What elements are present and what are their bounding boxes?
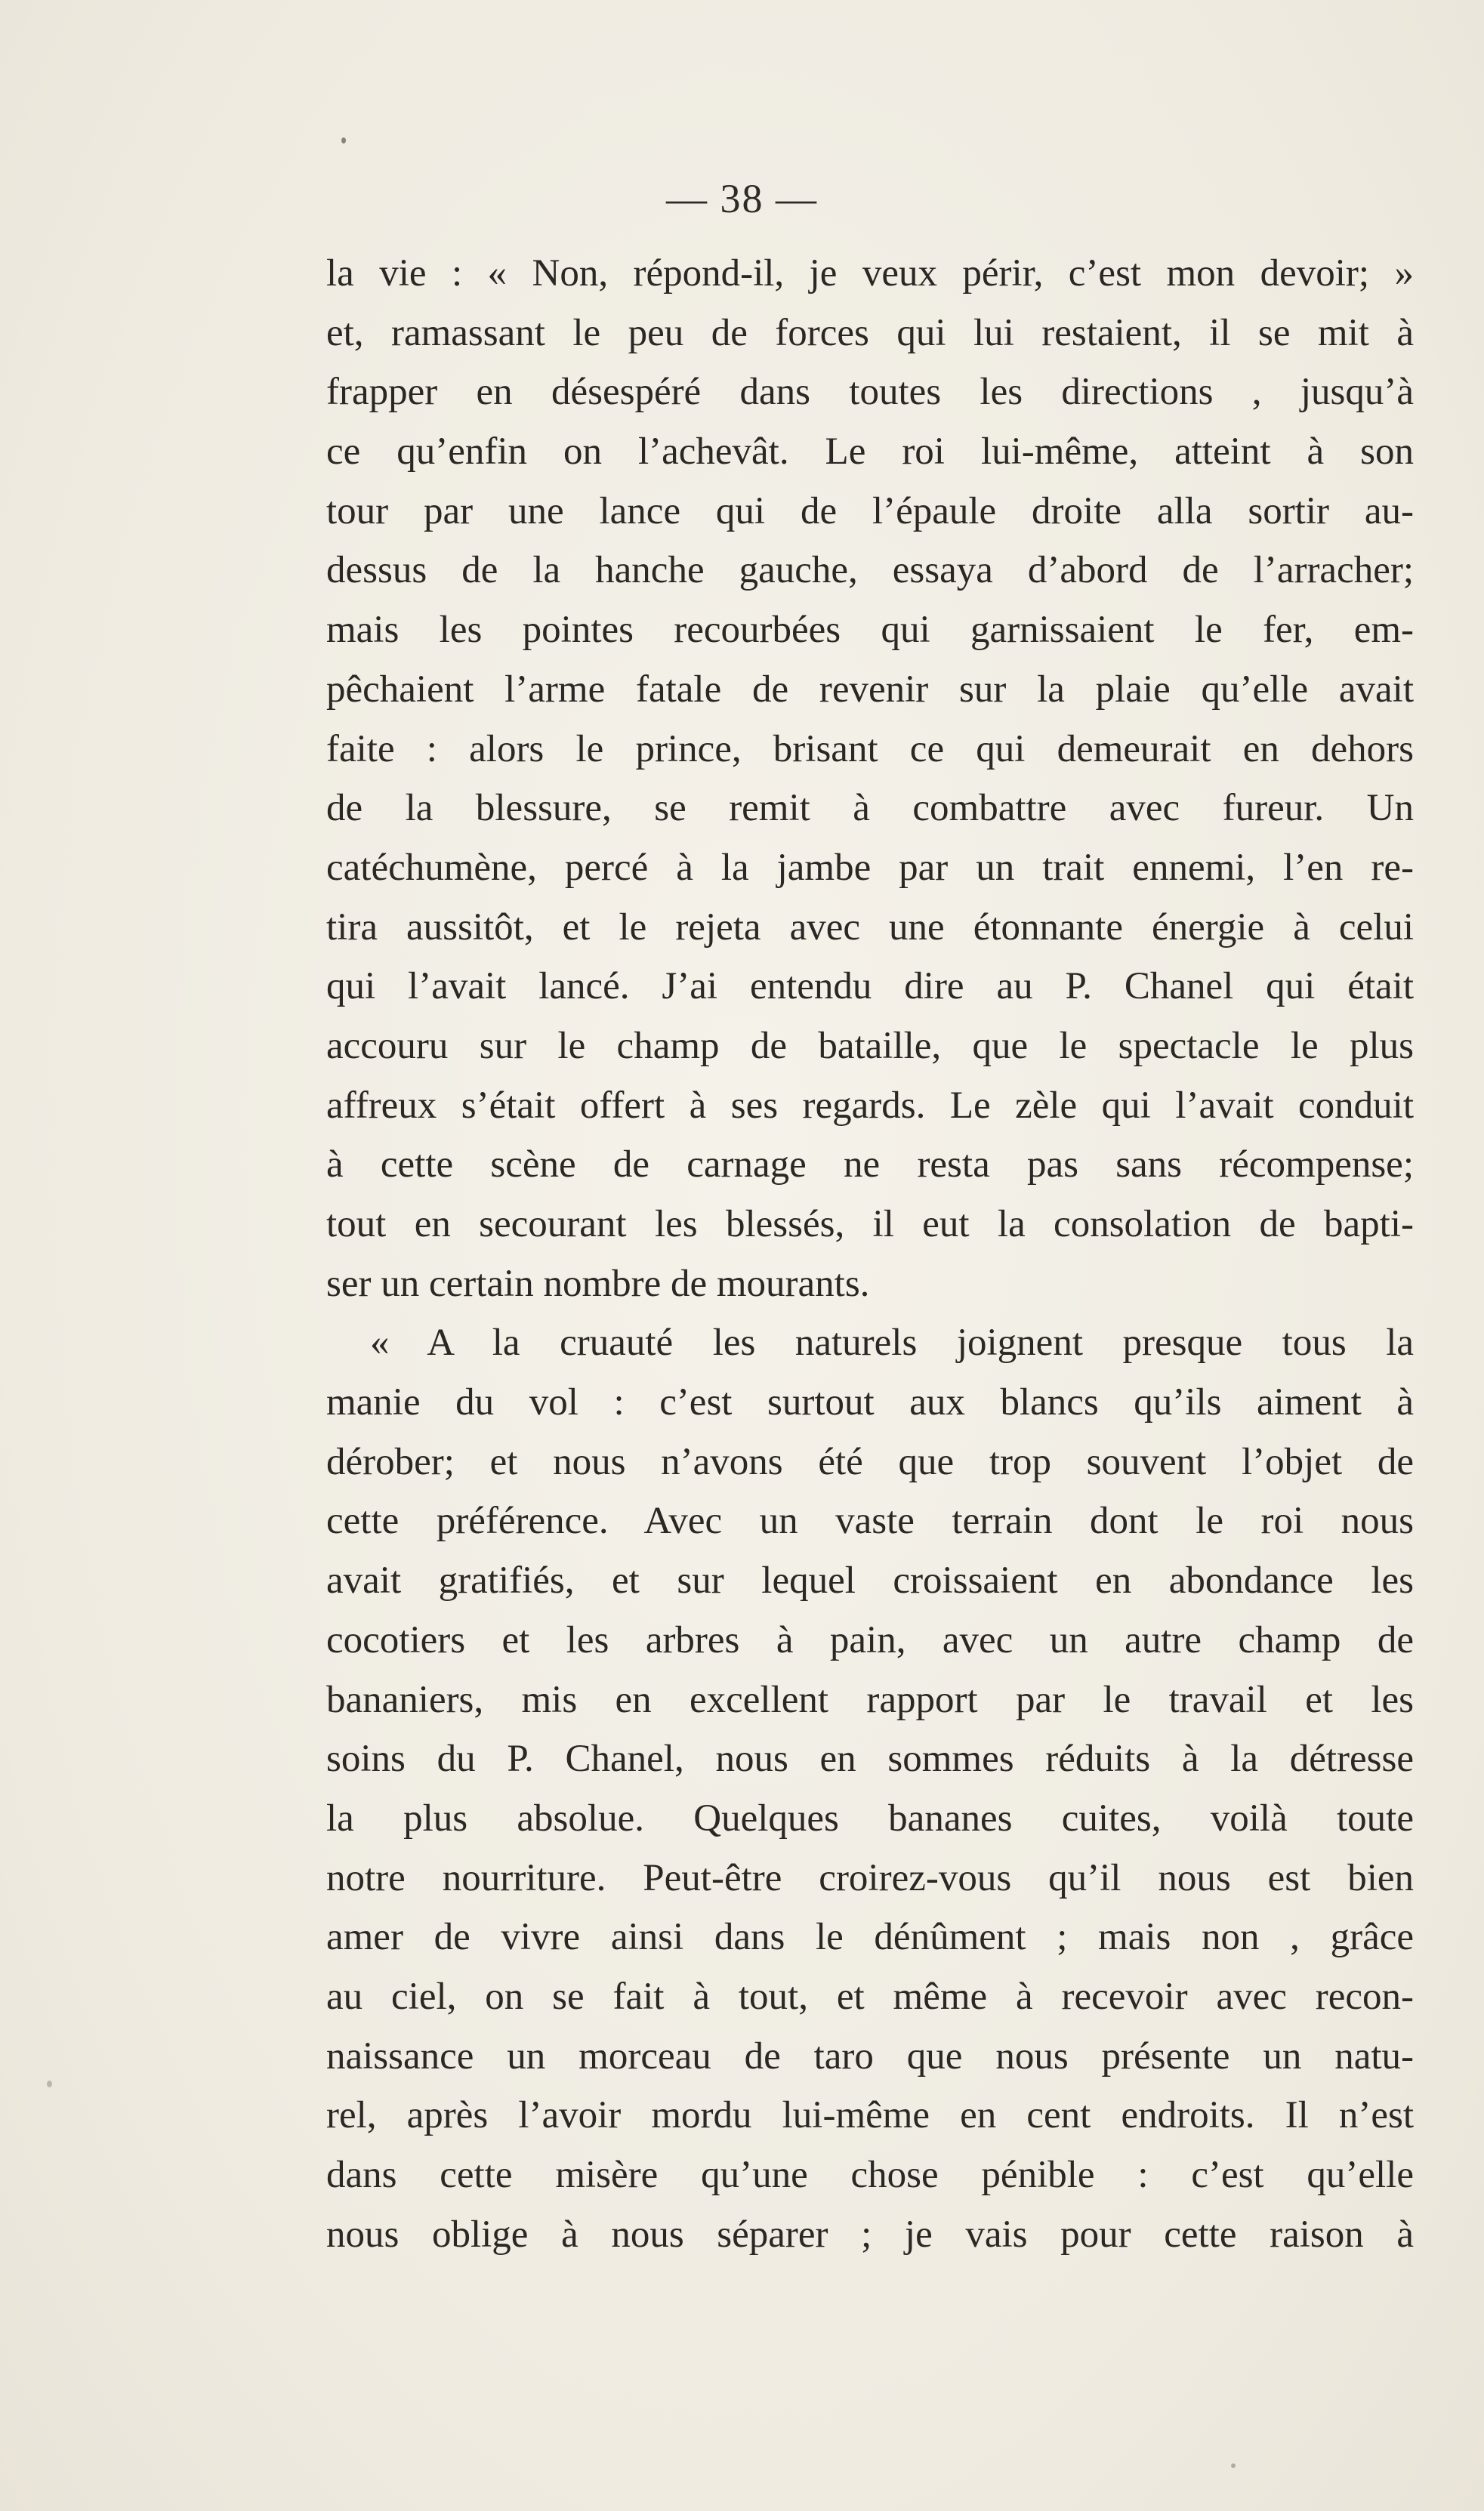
- page-number: — 38 —: [666, 176, 818, 221]
- text-line: avait gratifiés, et sur lequel croissaient en abondance les: [326, 1559, 1414, 1603]
- text-line: rel, après l’avoir mordu lui-même en cent endroits. Il n’est: [326, 2094, 1414, 2137]
- paragraph-start-line: « A la cruauté les naturels joignent presque tous la: [370, 1322, 1414, 1365]
- text-line: à cette scène de carnage ne resta pas sans récompense;: [326, 1143, 1414, 1186]
- text-line: affreux s’était offert à ses regards. Le zèle qui l’avait conduit: [326, 1084, 1414, 1127]
- paragraph-end-line: ser un certain nombre de mourants.: [326, 1262, 870, 1305]
- text-line: dérober; et nous n’avons été que trop souvent l’objet de: [326, 1440, 1414, 1483]
- text-line: faite : alors le prince, brisant ce qui demeurait en dehors: [326, 727, 1414, 770]
- text-line: manie du vol : c’est surtout aux blancs qu’ils aiment à: [326, 1381, 1414, 1424]
- text-line: qui l’avait lancé. J’ai entendu dire au P. Chanel qui était: [326, 965, 1414, 1008]
- text-line: la plus absolue. Quelques bananes cuites, voilà toute: [326, 1797, 1414, 1840]
- text-line: naissance un morceau de taro que nous présente un natu-: [326, 2034, 1414, 2078]
- text-line: bananiers, mis en excellent rapport par le travail et les: [326, 1678, 1414, 1721]
- text-line: soins du P. Chanel, nous en sommes réduits à la détresse: [326, 1738, 1414, 1781]
- text-line: dessus de la hanche gauche, essaya d’abord de l’arracher;: [326, 549, 1414, 592]
- text-line: tout en secourant les blessés, il eut la consolation de bapti-: [326, 1203, 1414, 1245]
- text-line: catéchumène, percé à la jambe par un trait ennemi, l’en re-: [326, 846, 1414, 889]
- text-line: au ciel, on se fait à tout, et même à recevoir avec recon-: [326, 1975, 1414, 2018]
- ink-speck: [341, 137, 346, 143]
- text-line: dans cette misère qu’une chose pénible : c’est qu’elle: [326, 2154, 1414, 2196]
- text-line: amer de vivre ainsi dans le dénûment ; mais non , grâce: [326, 1916, 1414, 1959]
- text-line: nous oblige à nous séparer ; je vais pour cette raison à: [326, 2213, 1414, 2256]
- text-line: mais les pointes recourbées qui garnissaient le fer, em-: [326, 609, 1414, 652]
- text-line: accouru sur le champ de bataille, que le spectacle le plus: [326, 1024, 1414, 1067]
- text-line: tira aussitôt, et le rejeta avec une étonnante énergie à celui: [326, 905, 1414, 949]
- text-line: la vie : « Non, répond-il, je veux périr, c’est mon devoir; »: [326, 252, 1414, 295]
- ink-speck: [1231, 2463, 1236, 2468]
- text-line: de la blessure, se remit à combattre avec fureur. Un: [326, 787, 1414, 830]
- text-line: frapper en désespéré dans toutes les directions , jusqu’à: [326, 371, 1414, 414]
- text-line: ce qu’enfin on l’achevât. Le roi lui-même, atteint à son: [326, 430, 1414, 474]
- text-line: pêchaient l’arme fatale de revenir sur la plaie qu’elle avait: [326, 668, 1414, 711]
- text-line: tour par une lance qui de l’épaule droite alla sortir au-: [326, 489, 1414, 532]
- body-text: [326, 244, 1414, 2264]
- text-line: cocotiers et les arbres à pain, avec un autre champ de: [326, 1618, 1414, 1661]
- ink-speck: [47, 2081, 52, 2087]
- text-line: et, ramassant le peu de forces qui lui restaient, il se mit à: [326, 311, 1414, 354]
- text-line: cette préférence. Avec un vaste terrain dont le roi nous: [326, 1500, 1414, 1543]
- text-line: notre nourriture. Peut-être croirez-vous qu’il nous est bien: [326, 1856, 1414, 1899]
